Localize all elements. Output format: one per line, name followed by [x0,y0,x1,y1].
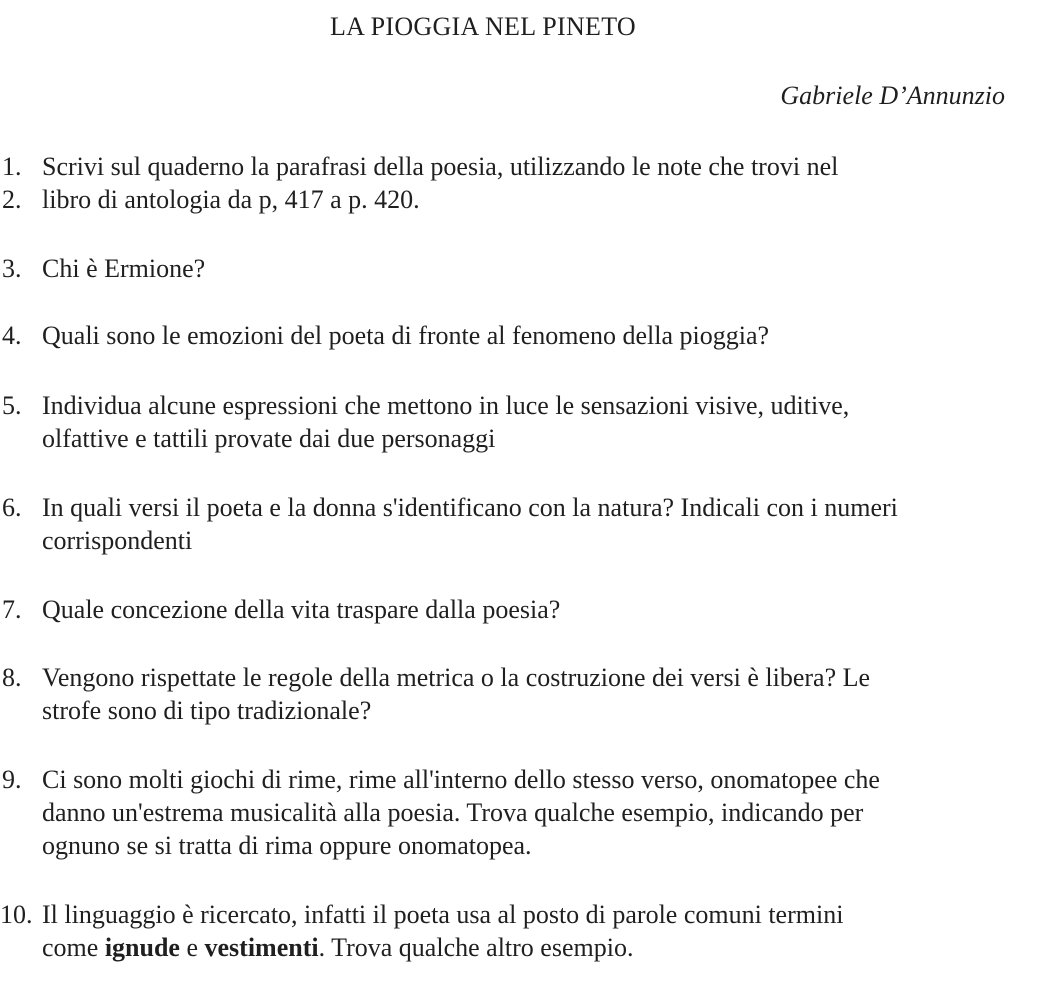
question-text: Scrivi sul quaderno la parafrasi della poesia, utilizzando le note che trovi nel [42,152,839,181]
bold-term-ignude: ignude [104,933,180,962]
question-item [0,252,1040,285]
question-number: 3. [2,254,22,283]
question-number: 6. [2,493,22,522]
question-text: corrispondenti [42,526,193,555]
question-text: Quale concezione della vita traspare dalla poesia? [42,595,561,624]
question-text: come ignude e vestimenti. Trova qualche altro esempio. [42,933,634,962]
question-text: ognuno se si tratta di rima oppure onomatopea. [42,831,532,860]
question-text: danno un'estrema musicalità alla poesia. Trova qualche esempio, indicando per [42,798,864,827]
author-name: Gabriele D’Annunzio [780,81,1005,110]
question-number: 2. [2,185,22,214]
question-item [0,319,1040,352]
question-item [0,389,1040,455]
question-text: Vengono rispettate le regole della metrica o la costruzione dei versi è libera? Le [42,663,871,692]
question-number: 5. [2,391,22,420]
question-text: libro di antologia da p, 417 a p. 420. [42,185,420,214]
question-item [0,593,1040,626]
question-item [0,898,1040,964]
question-item [0,661,1040,727]
question-number: 7. [2,595,22,624]
question-text: olfattive e tattili provate dai due personaggi [42,424,496,453]
question-text: Quali sono le emozioni del poeta di fronte al fenomeno della pioggia? [42,321,770,350]
question-number: 4. [2,321,22,350]
question-text: In quali versi il poeta e la donna s'identificano con la natura? Indicali con i numeri [42,493,898,522]
question-number: 10. [0,900,33,929]
question-item [0,150,1040,183]
question-number: 8. [2,663,22,692]
question-item [0,183,1040,216]
question-text: Ci sono molti giochi di rime, rime all'interno dello stesso verso, onomatopee che [42,765,880,794]
bold-term-vestimenti: vestimenti [204,933,319,962]
page-title: LA PIOGGIA NEL PINETO [329,12,636,41]
question-text: Il linguaggio è ricercato, infatti il poeta usa al posto di parole comuni termini [42,900,844,929]
question-number: 1. [2,152,22,181]
question-text: Chi è Ermione? [42,254,206,283]
question-item [0,763,1040,862]
question-text: strofe sono di tipo tradizionale? [42,696,372,725]
question-item [0,491,1040,557]
question-text: Individua alcune espressioni che mettono in luce le sensazioni visive, uditive, [42,391,850,420]
question-number: 9. [2,765,22,794]
